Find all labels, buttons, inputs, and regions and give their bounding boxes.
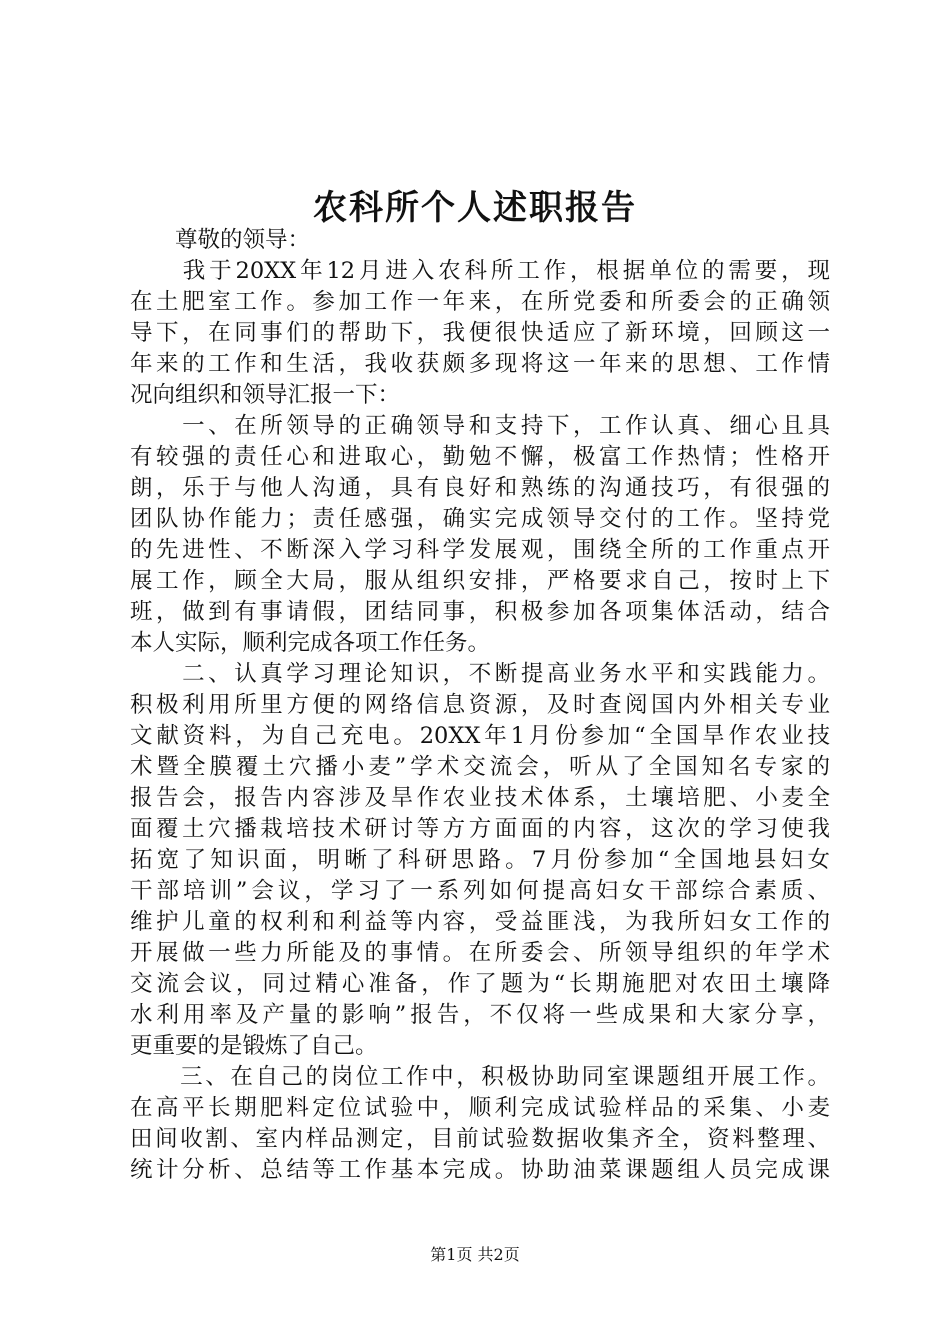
body-line: 术暨全膜覆土穴播小麦”学术交流会，听从了全国知名专家的 [130, 754, 830, 780]
body-line: 本人实际，顺利完成各项工作任务。 [130, 630, 491, 656]
body-line: 三、在自己的岗位工作中，积极协助同室课题组开展工作。 [130, 1064, 830, 1090]
body-line: 文献资料，为自己充电。20XX年1月份参加“全国旱作农业技 [130, 723, 830, 749]
document-body [130, 225, 830, 1186]
document-title: 农科所个人述职报告 [313, 188, 637, 228]
body-line: 拓宽了知识面，明晰了科研思路。7月份参加“全国地县妇女 [130, 847, 830, 873]
body-line: 有较强的责任心和进取心，勤勉不懈，极富工作热情；性格开 [130, 444, 830, 470]
body-line: 况向组织和领导汇报一下： [130, 382, 401, 408]
body-line: 展工作，顾全大局，服从组织安排，严格要求自己，按时上下 [130, 568, 830, 594]
body-line: 尊敬的领导： [130, 227, 311, 253]
body-line: 报告会，报告内容涉及旱作农业技术体系，土壤培肥、小麦全 [130, 785, 830, 811]
body-line: 水利用率及产量的影响”报告，不仅将一些成果和大家分享， [130, 1002, 830, 1028]
body-line: 班，做到有事请假，团结同事，积极参加各项集体活动，结合 [130, 599, 830, 625]
body-line: 我于20XX年12月进入农科所工作，根据单位的需要，现 [130, 258, 830, 284]
body-line: 导下，在同事们的帮助下，我便很快适应了新环境，回顾这一 [130, 320, 830, 346]
body-line: 在高平长期肥料定位试验中，顺利完成试验样品的采集、小麦 [130, 1095, 830, 1121]
body-line: 的先进性、不断深入学习科学发展观，围绕全所的工作重点开 [130, 537, 830, 563]
body-line: 朗，乐于与他人沟通，具有良好和熟练的沟通技巧，有很强的 [130, 475, 830, 501]
body-line: 更重要的是锻炼了自己。 [130, 1033, 378, 1059]
body-line: 二、认真学习理论知识，不断提高业务水平和实践能力。 [130, 661, 830, 687]
body-line: 积极利用所里方便的网络信息资源，及时查阅国内外相关专业 [130, 692, 830, 718]
body-line: 干部培训”会议，学习了一系列如何提高妇女干部综合素质、 [130, 878, 830, 904]
body-line: 一、在所领导的正确领导和支持下，工作认真、细心且具 [130, 413, 830, 439]
body-line: 团队协作能力；责任感强，确实完成领导交付的工作。坚持党 [130, 506, 830, 532]
body-line: 面覆土穴播栽培技术研讨等方方面面的内容，这次的学习使我 [130, 816, 830, 842]
body-line: 维护儿童的权利和利益等内容，受益匪浅，为我所妇女工作的 [130, 909, 830, 935]
body-line: 田间收割、室内样品测定，目前试验数据收集齐全，资料整理、 [130, 1126, 830, 1152]
page-footer: 第1页 共2页 [430, 1245, 520, 1264]
body-line: 交流会议，同过精心准备，作了题为“长期施肥对农田土壤降 [130, 971, 830, 997]
body-line: 年来的工作和生活，我收获颇多现将这一年来的思想、工作情 [130, 351, 830, 377]
body-line: 统计分析、总结等工作基本完成。协助油菜课题组人员完成课 [130, 1157, 830, 1183]
body-line: 开展做一些力所能及的事情。在所委会、所领导组织的年学术 [130, 940, 830, 966]
body-line: 在土肥室工作。参加工作一年来，在所党委和所委会的正确领 [130, 289, 830, 315]
